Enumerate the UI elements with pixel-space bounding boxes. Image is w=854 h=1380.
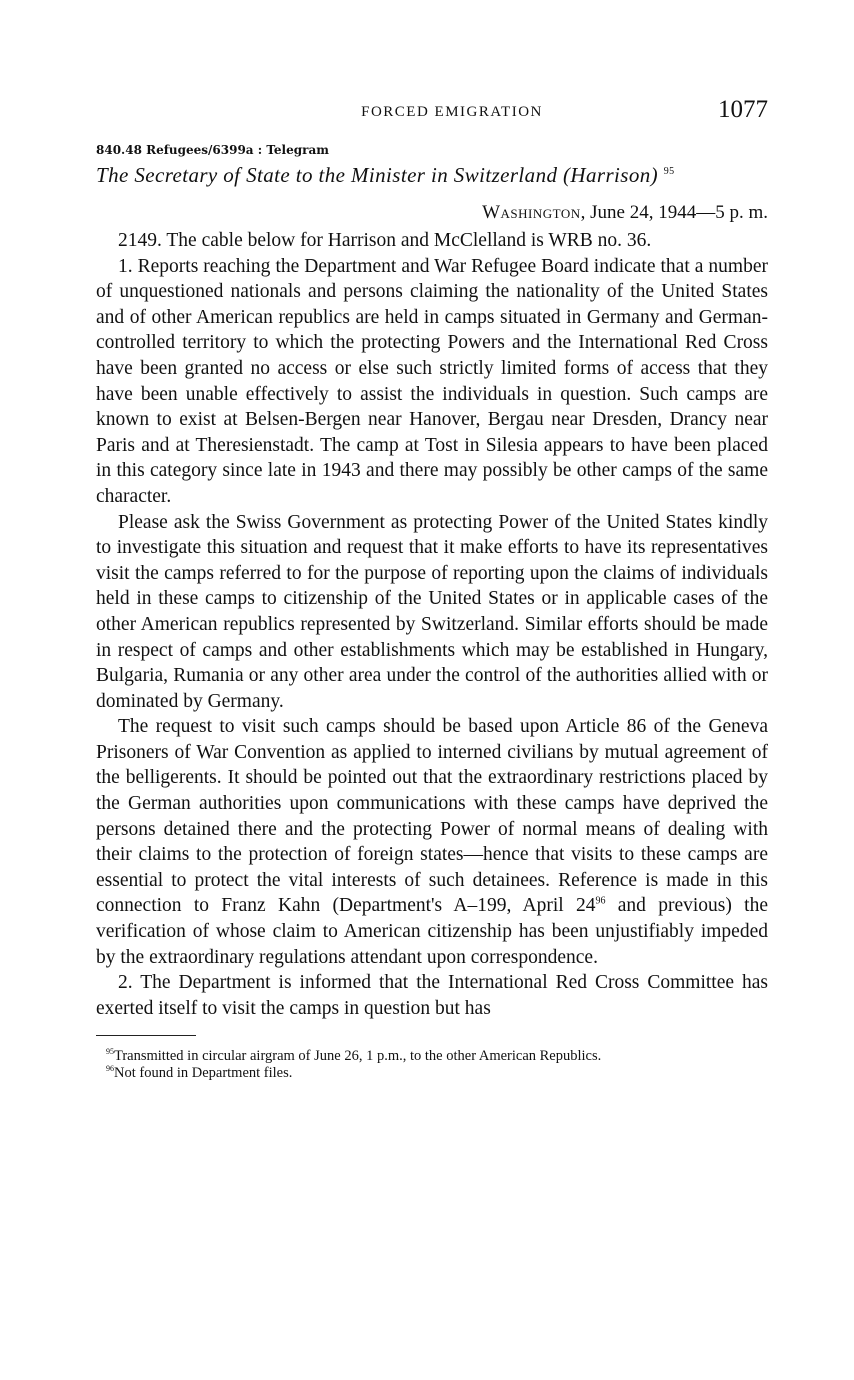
paragraph-geneva-continuation: and previous) the verification of whose claim to American citizenship has been unjustifiably impeded by the extraordinary regulations attendant upon correspondence. (96, 895, 768, 968)
footnote-item (96, 1048, 768, 1065)
dateline (96, 202, 768, 224)
footnote-mark: 95 (106, 1047, 114, 1057)
document-title-text: The Secretary of State to the Minister in Switzerland (Harrison) (96, 163, 659, 187)
paragraph-footnote-mark: 96 (595, 895, 606, 907)
footnote-item (96, 1065, 768, 1082)
document-title (96, 163, 768, 188)
paragraph-geneva-convention (96, 714, 768, 970)
dateline-date: , June 24, 1944—5 p. m. (580, 202, 768, 223)
footnotes (96, 1048, 768, 1082)
paragraph-swiss-request: Please ask the Swiss Government as protecting Power of the United States kindly to investigate this situation and request that it make efforts to have its representatives visit the camps referred to for the purpose of reporting upon the claims of individuals held in these camps to citizenship of the United States or in applicable cases of the other American republics represented by Switzerland. Similar efforts should be made in respect of camps and other establishments which may be established in Hungary, Bulgaria, Rumania or any other area under the control of the authorities allied with or dominated by Germany. (96, 511, 768, 712)
title-footnote-mark: 95 (663, 166, 675, 177)
running-head (96, 96, 768, 136)
page-number: 1077 (718, 96, 768, 123)
footnote-mark: 96 (106, 1064, 114, 1074)
footnote-divider (96, 1035, 196, 1036)
running-title: FORCED EMIGRATION (361, 104, 543, 120)
paragraph-cable-number: 2149. The cable below for Harrison and McClelland is WRB no. 36. (118, 230, 652, 251)
body-text (96, 228, 768, 1021)
document-page (96, 96, 768, 1082)
footnote-text: Transmitted in circular airgram of June 26, 1 p.m., to the other American Republics. (114, 1048, 602, 1065)
file-number: 840.48 Refugees/6399a : Telegram (96, 143, 329, 157)
paragraph-geneva-text: The request to visit such camps should be based upon Article 86 of the Geneva Prisoners of War Convention as applied to interned civilians by mutual agreement of the belligerents. It should be pointed out that the extraordinary restrictions placed by the German authorities upon communications with these camps have deprived the persons detained there and the protecting Power of normal means of dealing with their claims to the protection of foreign states—hence that visits to these camps are essential to protect the vital interests of such detainees. Reference is made in this connection to Franz Kahn (Department's A–199, April 24 (96, 716, 768, 917)
dateline-place: Washington (482, 202, 581, 223)
paragraph-reports: 1. Reports reaching the Department and War Refugee Board indicate that a number of unquestioned nationals and persons claiming the nationality of the United States and of other American republics are held in camps situated in Germany and German-controlled territory to which the protecting Powers and the International Red Cross have been granted no access or else such strictly limited forms of access that they have been unable effectively to assist the individuals in question. Such camps are known to exist at Belsen-Bergen near Hanover, Bergau near Dresden, Drancy near Paris and at Theresienstadt. The camp at Tost in Silesia appears to have been placed in this category since late in 1943 and there may possibly be other camps of the same character. (96, 255, 768, 507)
paragraph-red-cross: 2. The Department is informed that the International Red Cross Committee has exerted itself to visit the camps in question but has (96, 972, 768, 1019)
footnote-text: Not found in Department files. (114, 1065, 293, 1082)
